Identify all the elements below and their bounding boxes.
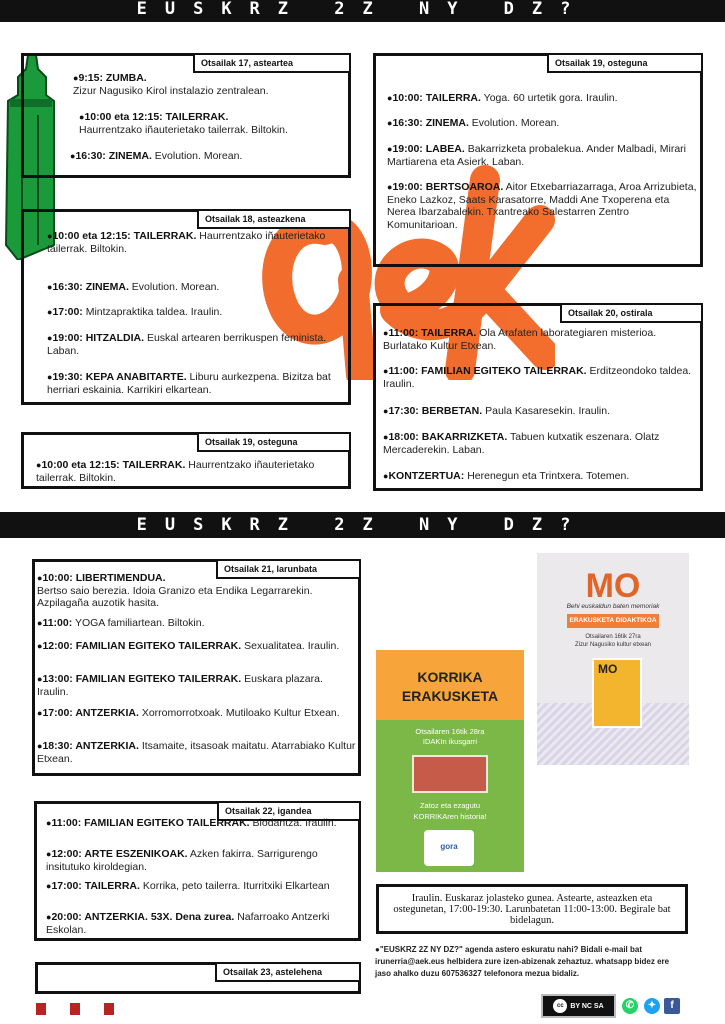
iraulin-note: Iraulin. Euskaraz jolasteko gunea. Astearte, asteazken eta ostegunetan, 17:00-19:30. Larunbatetan 11:00-13:00. Begirale bat bidelagun. — [376, 884, 688, 934]
event-item: ● 17:00: Mintzapraktika taldea. Iraulin. — [47, 306, 342, 319]
event-item: ● KONTZERTUA: Herenegun eta Trintxera. Totemen. — [383, 470, 693, 483]
sponsor-logo — [70, 1003, 80, 1015]
facebook-icon[interactable]: f — [664, 998, 680, 1014]
event-item: ● 19:00: BERTSOAROA. Aitor Etxebarriazarraga, Aroa Arrizubieta, Eneko Lazkoz, Saats Karasatorre, Maddi Ane Txoperena eta Nerea Ibarzabalekin. Txantreako Salestarren Zentro Komunitarioan. — [387, 181, 699, 231]
day-label-22: Otsailak 22, igandea — [217, 801, 361, 821]
poster-subtitle: Behi euskaldun baten memoriak — [566, 603, 660, 610]
event-item: ● 13:00: FAMILIAN EGITEKO TAILERRAK. Euskara plazara. Iraulin. — [37, 673, 357, 698]
poster-call: Zatoz eta ezagutu KORRIKAren historia! — [413, 801, 487, 821]
event-item: ● 20:00: ANTZERKIA. 53X. Dena zurea. Nafarroako Antzerki Eskolan. — [46, 911, 356, 936]
event-item: ● 19:00: HITZALDIA. Euskal artearen berrikuspen feminista. Laban. — [47, 332, 342, 357]
event-item: ● 10:00 eta 12:15: TAILERRAK. Haurrentzako iñauterietako tailerrak. Biltokin. — [47, 230, 342, 255]
day-label-19-right: Otsailak 19, osteguna — [547, 53, 703, 73]
sponsor-logo — [104, 1003, 114, 1015]
whatsapp-icon[interactable]: ✆ — [622, 998, 638, 1014]
sponsor-logos — [36, 1002, 114, 1016]
poster-title: MO — [585, 567, 641, 605]
event-item: ● 12:00: FAMILIAN EGITEKO TAILERRAK. Sexualitatea. Iraulin. — [37, 640, 357, 653]
event-item: ● 17:30: BERBETAN. Paula Kasaresekin. Iraulin. — [383, 405, 693, 418]
korrika-poster — [376, 650, 524, 872]
event-item: ● 9:15: ZUMBA. Zizur Nagusiko Kirol instalazio zentralean. — [73, 72, 343, 97]
poster-dates: Otsailaren 16tik 28ra IDAKIn ikusgarri — [415, 727, 485, 746]
event-item: ● 10:00: TAILERRA. Yoga. 60 urtetik gora. Iraulin. — [387, 92, 697, 105]
day-label-21: Otsailak 21, larunbata — [216, 559, 361, 579]
poster-photo — [412, 755, 488, 793]
poster-dates: Otsailaren 16tik 27ra Zizur Nagusiko kultur etxean — [574, 634, 652, 648]
subscription-info: ●"EUSKRZ 2Z NY DZ?" agenda astero eskuratu nahi? Bidali e-mail bat irunerria@aek.eus helbidera zure izen-abizenak zehaztuz. whatsapp bidez ere jaso ahalko duzu 607536327 telefonora mezua bidaliz. — [375, 945, 670, 978]
twitter-icon[interactable]: ✦ — [644, 998, 660, 1014]
creative-commons-badge: cc BY NC SA — [541, 994, 616, 1018]
event-item: ● 11:00: FAMILIAN EGITEKO TAILERRAK. Biodantza. Iraulin. — [46, 817, 356, 830]
day-label-20: Otsailak 20, ostirala — [560, 303, 703, 323]
event-item: ● 16:30: ZINEMA. Evolution. Morean. — [387, 117, 697, 130]
event-item: ● 11:00: FAMILIAN EGITEKO TAILERRAK. Erditzeondoko taldea. Iraulin. — [383, 365, 698, 390]
poster-badge-logo: gora — [424, 830, 474, 866]
day-label-19-left: Otsailak 19, osteguna — [197, 432, 351, 452]
event-item: ● 16:30: ZINEMA. Evolution. Morean. — [47, 281, 342, 294]
middle-banner: EUSKRZ 2Z NY DZ? — [0, 512, 725, 538]
event-item: ● 19:00: LABEA. Bakarrizketa probalekua. Ander Malbadi, Mirari Martiarena eta Asierk. Laban. — [387, 143, 697, 168]
event-item: ● 10:00 eta 12:15: TAILERRAK. Haurrentzako iñauterietako tailerrak. Biltokin. — [79, 111, 349, 136]
event-item: ● 10:00 eta 12:15: TAILERRAK. Haurrentzako iñauterietako tailerrak. Biltokin. — [36, 459, 341, 484]
event-item: ● 17:00: TAILERRA. Korrika, peto tailerra. Iturritxiki Elkartean — [46, 880, 356, 893]
poster-pill: ERAKUSKETA DIDAKTIKOA — [567, 614, 659, 628]
day-label-23: Otsailak 23, astelehena — [215, 962, 361, 982]
poster-book: MO — [592, 658, 642, 728]
event-item: ● 17:00: ANTZERKIA. Xorromorrotxoak. Mutiloako Kultur Etxean. — [37, 707, 357, 720]
top-banner: EUSKRZ 2Z NY DZ? — [0, 0, 725, 22]
event-item: ● 16:30: ZINEMA. Evolution. Morean. — [70, 150, 340, 163]
day-label-18: Otsailak 18, asteazkena — [197, 209, 351, 229]
event-item: ● 11:00: TAILERRA. Ola Arafaten laborategiaren misterioa. Burlatako Kultur Etxean. — [383, 327, 693, 352]
day-label-17: Otsailak 17, asteartea — [193, 53, 351, 73]
poster-title: KORRIKA ERAKUSKETA — [401, 669, 499, 704]
event-item: ● 11:00: YOGA familiartean. Biltokin. — [37, 617, 357, 630]
sponsor-logo — [36, 1003, 46, 1015]
event-item: ● 12:00: ARTE ESZENIKOAK. Azken fakirra. Sarrigurengo insitutuko kiroldegian. — [46, 848, 356, 873]
mo-poster — [537, 553, 689, 765]
event-item: ● 18:30: ANTZERKIA. Itsamaite, itsasoak maitatu. Atarrabiako Kultur Etxean. — [37, 740, 357, 765]
event-item: ● 18:00: BAKARRIZKETA. Tabuen kutxatik eszenara. Olatz Mercaderekin. Laban. — [383, 431, 698, 456]
event-item: ● 10:00: LIBERTIMENDUA. Bertso saio berezia. Idoia Granizo eta Endika Legarrarekin. Azpilagaña auzotik hasita. — [37, 572, 357, 610]
event-item: ● 19:30: KEPA ANABITARTE. Liburu aurkezpena. Bizitza bat herriari eskainia. Karrikiri elkartean. — [47, 371, 342, 396]
